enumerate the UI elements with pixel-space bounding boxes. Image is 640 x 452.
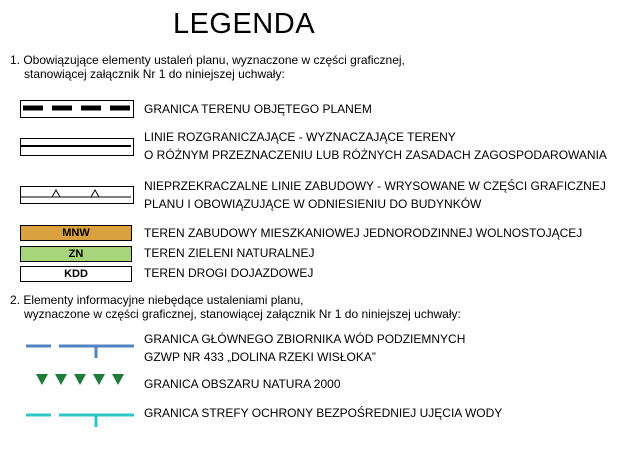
section-1-line-2: stanowiącej załącznik Nr 1 do niniejszej uchwały: [24,67,285,81]
legend-title: LEGENDA [172,8,316,40]
section-1-line-1: 1. Obowiązujące elementy ustaleń planu, wyznaczone w części graficznej, [10,53,405,67]
building-line-icon [20,186,132,202]
zone-kdd-label: TEREN DROGI DOJAZDOWEJ [144,266,314,280]
zone-mnw-label: TEREN ZABUDOWY MIESZKANIOWEJ JEDNORODZINNEJ WOLNOSTOJĄCEJ [144,226,583,240]
legend-item-plan-boundary [20,100,134,118]
legend-item-building-line [20,186,134,204]
building-line-symbol [20,186,134,204]
section-1-heading [10,53,405,81]
section-2-heading [10,293,461,321]
solid-line-icon [20,138,132,154]
section-2-line-1: 2. Elementy informacyjne niebędące ustaleniami planu, [10,293,304,307]
cyan-dash-tick-icon [26,410,134,430]
zone-zn-label: TEREN ZIELENI NATURALNEJ [144,246,315,260]
plan-boundary-symbol [20,100,134,118]
section-2-line-2: wyznaczone w części graficznej, stanowiącej załącznik Nr 1 do niniejszej uchwały: [24,307,461,321]
legend-item-demarcation-lines [20,138,134,156]
gzwp-label-line-2: GZWP NR 433 „DOLINA RZEKI WISŁOKA” [144,350,376,364]
zone-zn-swatch: ZN [20,246,132,262]
gzwp-label-line-1: GRANICA GŁÓWNEGO ZBIORNIKA WÓD PODZIEMNYCH [144,332,466,346]
zone-kdd-swatch: KDD [20,266,132,282]
gzwp-label [144,330,465,366]
demarcation-label [144,128,607,164]
blue-dash-tick-icon [26,340,134,360]
building-line-label-line-1: NIEPRZEKRACZALNE LINIE ZABUDOWY - WRYSOWANE W CZĘŚCI GRAFICZNEJ [144,179,606,193]
dashed-line-icon [20,100,132,116]
natura-label: GRANICA OBSZARU NATURA 2000 [144,377,341,391]
demarcation-label-line-2: O RÓŻNYM PRZEZNACZENIU LUB RÓŻNYCH ZASADACH ZAGOSPODAROWANIA [144,148,607,162]
natura-triangles-icon [36,373,132,387]
zone-mnw-swatch: MNW [20,225,132,241]
water-protection-label: GRANICA STREFY OCHRONY BEZPOŚREDNIEJ UJĘCIA WODY [144,406,503,420]
plan-boundary-label: GRANICA TERENU OBJĘTEGO PLANEM [144,102,372,116]
demarcation-label-line-1: LINIE ROZGRANICZAJĄCE - WYZNACZAJĄCE TERENY [144,130,456,144]
building-line-label-line-2: PLANU I OBOWIĄZUJĄCE W ODNIESIENIU DO BUDYNKÓW [144,197,482,211]
demarcation-symbol [20,138,134,156]
building-line-label [144,177,606,213]
